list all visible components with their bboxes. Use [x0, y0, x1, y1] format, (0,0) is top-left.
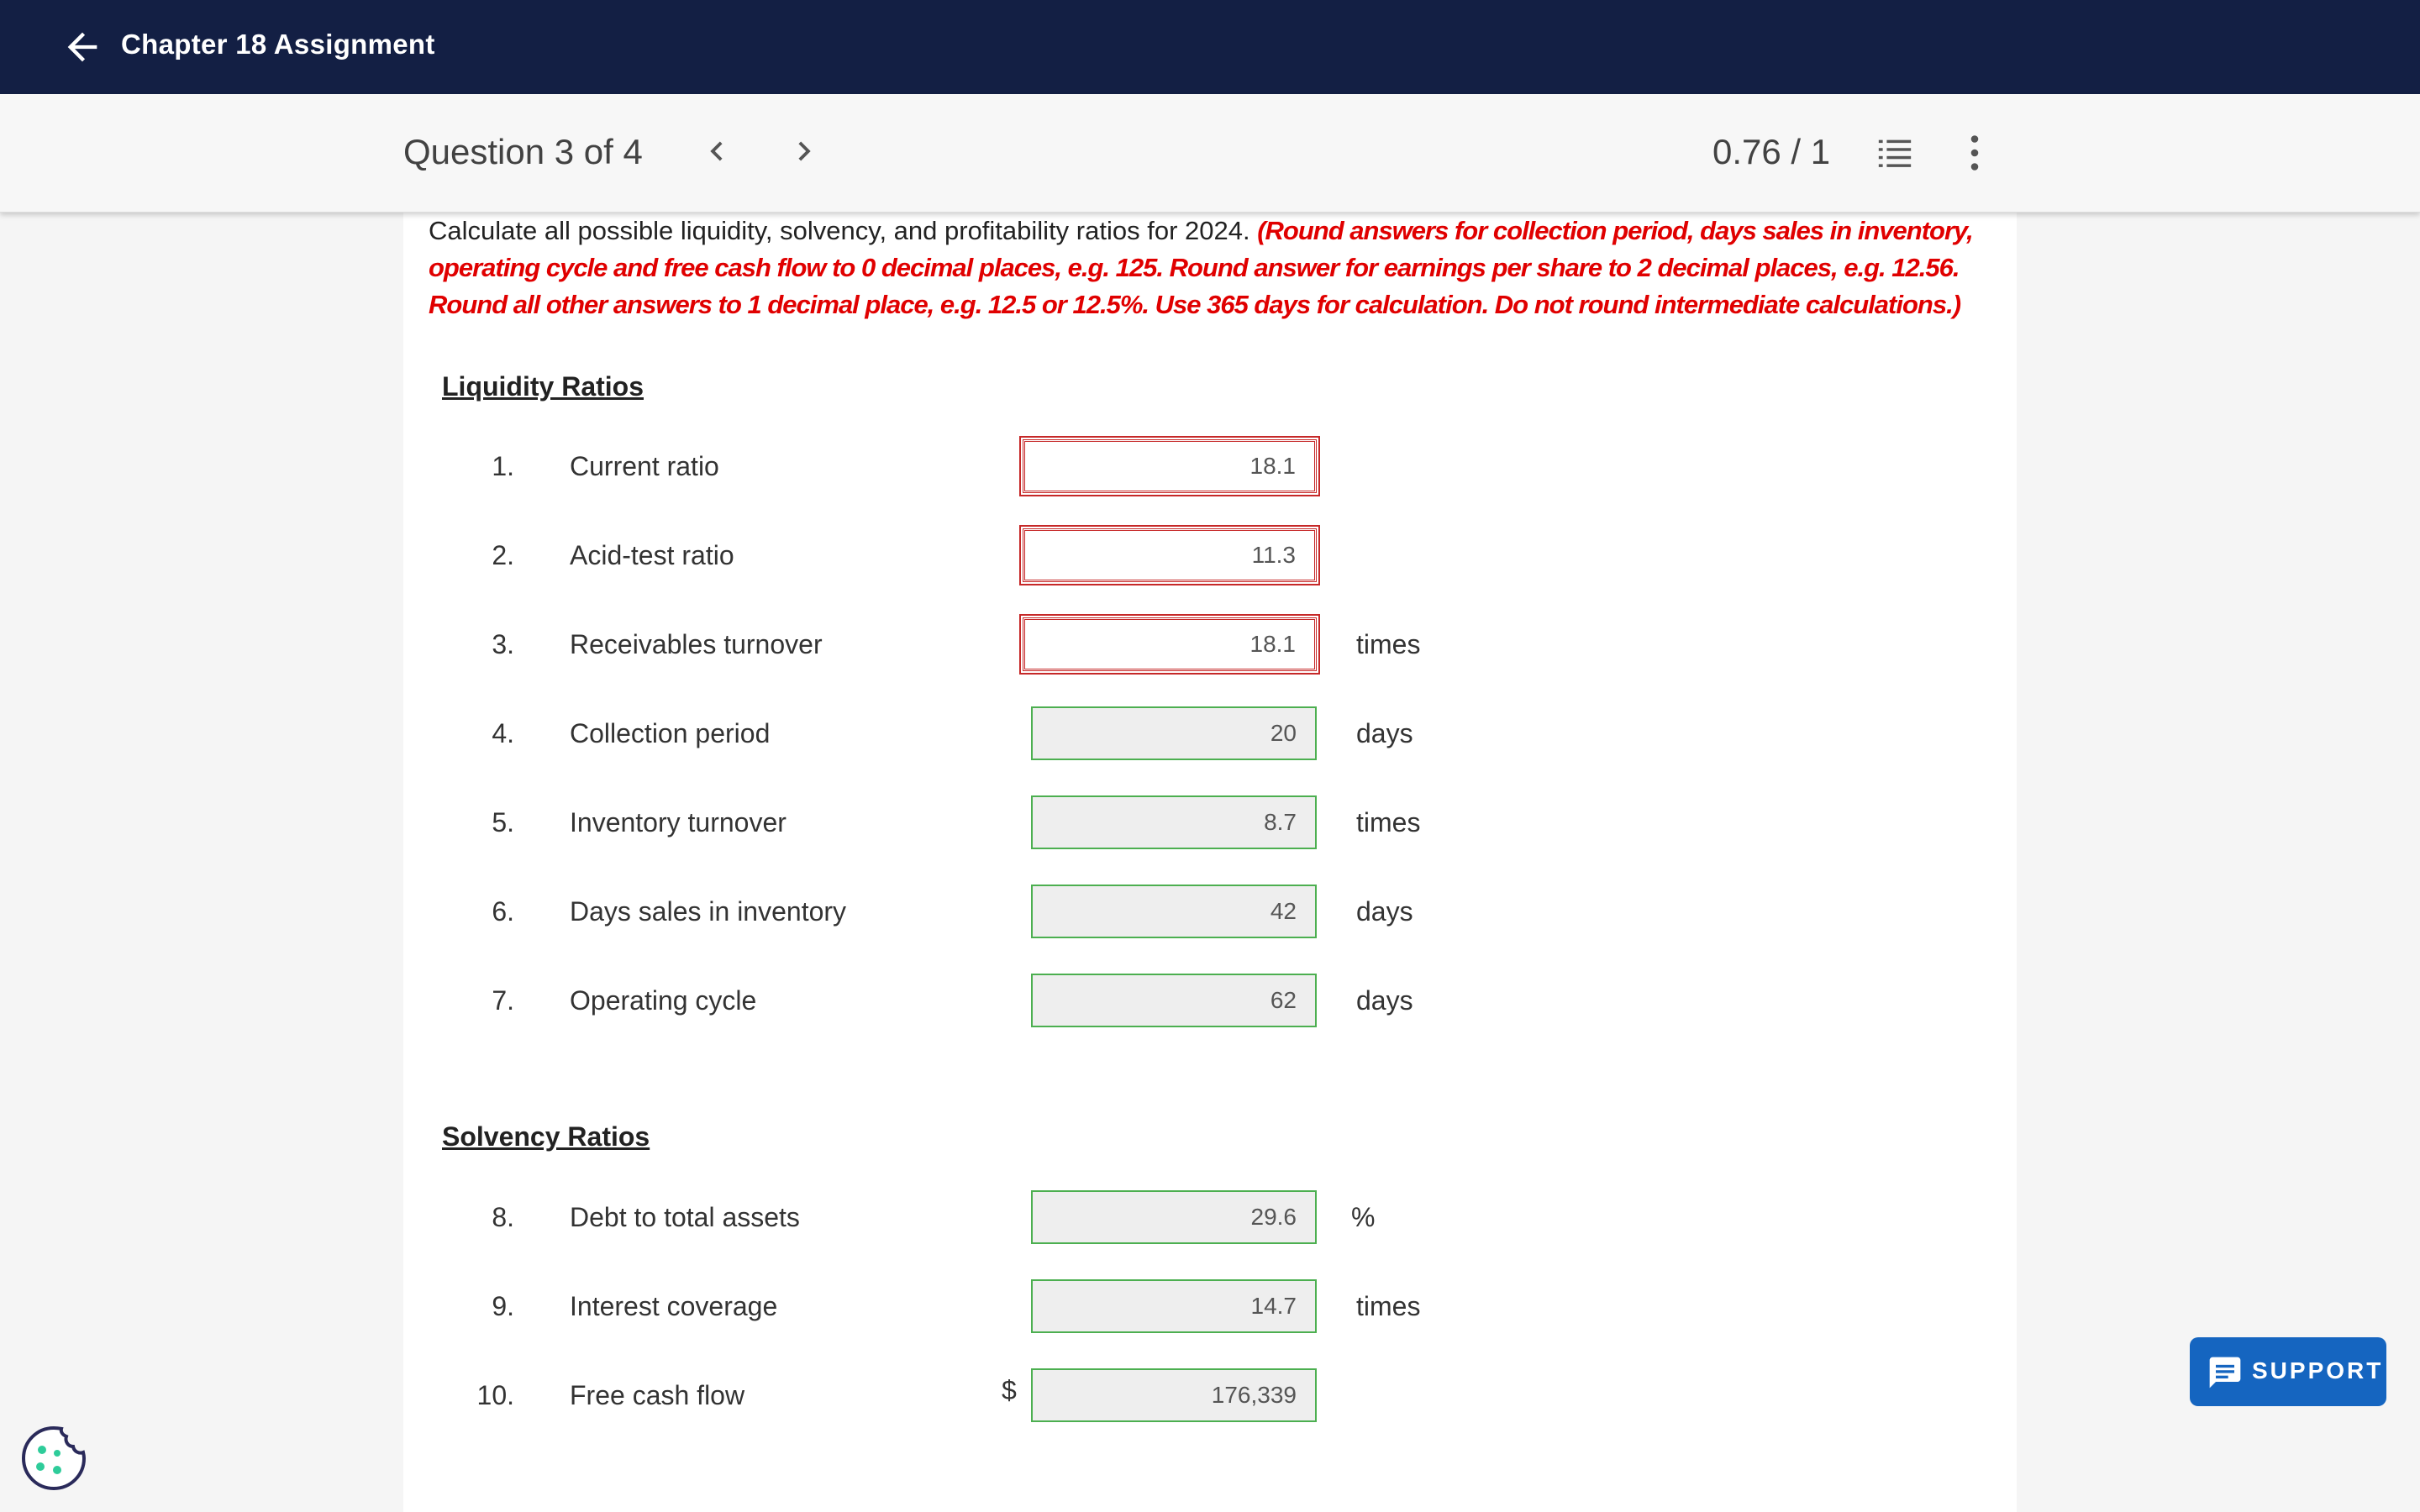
next-question-button[interactable] — [785, 131, 823, 171]
acid-test-ratio-input[interactable] — [1023, 528, 1317, 582]
cookie-icon — [18, 1423, 89, 1494]
unit-label: days — [1356, 718, 1413, 748]
row-label: Inventory turnover — [570, 807, 786, 837]
row-number: 7. — [492, 985, 514, 1016]
question-content — [403, 213, 2017, 1512]
unit-label: times — [1356, 807, 1421, 837]
row-number: 1. — [492, 451, 514, 481]
row-label: Free cash flow — [570, 1380, 745, 1410]
ratio-row-inventory-turnover — [403, 795, 2017, 849]
solvency-section-title: Solvency Ratios — [442, 1121, 650, 1152]
debt-to-total-assets-input[interactable] — [1031, 1190, 1317, 1244]
cookie-settings-button[interactable] — [18, 1423, 89, 1494]
row-label: Interest coverage — [570, 1291, 778, 1321]
row-number: 2. — [492, 540, 514, 570]
rounding-note: (Round answers for collection period, days sales in inventory, operating cycle and free cash flow to 0 decimal places, e.g. 125. Round answer for earnings per share to 2 decimal places, e.g. 12.56. Round all other answers to 1 decimal place, e.g. 12.5 or 12.5%. Use 365 days for calculation. Do not round intermediate calculations.) — [429, 216, 1973, 319]
current-ratio-input[interactable] — [1023, 439, 1317, 493]
ratio-row-collection-period — [403, 706, 2017, 760]
ratio-row-receivables-turnover — [403, 617, 2017, 671]
row-number: 10. — [476, 1380, 514, 1410]
row-label: Current ratio — [570, 451, 719, 481]
unit-label: days — [1356, 985, 1413, 1016]
question-label: Question 3 of 4 — [403, 132, 643, 171]
unit-label: times — [1356, 1291, 1421, 1321]
chevron-left-icon — [697, 131, 736, 171]
row-label: Receivables turnover — [570, 629, 823, 659]
row-number: 5. — [492, 807, 514, 837]
chevron-right-icon — [785, 131, 823, 171]
interest-coverage-input[interactable] — [1031, 1279, 1317, 1333]
unit-label: % — [1351, 1202, 1376, 1232]
row-number: 9. — [492, 1291, 514, 1321]
row-number: 8. — [492, 1202, 514, 1232]
unit-label: times — [1356, 629, 1421, 659]
ratio-row-acid-test-ratio — [403, 528, 2017, 582]
ratio-row-days-sales-in-inventory — [403, 885, 2017, 938]
row-label: Days sales in inventory — [570, 896, 847, 927]
row-label: Acid-test ratio — [570, 540, 734, 570]
ratio-row-current-ratio — [403, 439, 2017, 493]
row-number: 6. — [492, 896, 514, 927]
more-vertical-icon — [1958, 129, 1991, 176]
operating-cycle-input[interactable] — [1031, 974, 1317, 1027]
unit-label: days — [1356, 896, 1413, 927]
question-list-button[interactable] — [1876, 134, 1914, 172]
question-bar — [0, 94, 2420, 213]
ratio-row-debt-to-total-assets — [403, 1190, 2017, 1244]
row-label: Collection period — [570, 718, 771, 748]
instructions — [429, 213, 2008, 323]
row-number: 4. — [492, 718, 514, 748]
ratio-row-free-cash-flow — [403, 1368, 2017, 1422]
support-label: SUPPORT — [2252, 1357, 2384, 1383]
app-header — [0, 0, 2420, 94]
collection-period-input[interactable] — [1031, 706, 1317, 760]
numbered-list-icon — [1876, 134, 1914, 172]
row-number: 3. — [492, 629, 514, 659]
back-button[interactable] — [60, 25, 104, 69]
support-button[interactable] — [2190, 1337, 2386, 1406]
inventory-turnover-input[interactable] — [1031, 795, 1317, 849]
ratio-row-operating-cycle — [403, 974, 2017, 1027]
chat-icon — [2207, 1354, 2244, 1391]
days-sales-in-inventory-input[interactable] — [1031, 885, 1317, 938]
assignment-title: Chapter 18 Assignment — [121, 29, 435, 60]
row-label: Debt to total assets — [570, 1202, 800, 1232]
liquidity-section-title: Liquidity Ratios — [442, 371, 644, 402]
instructions-text: Calculate all possible liquidity, solvency, and profitability ratios for 2024. — [429, 216, 1250, 245]
row-label: Operating cycle — [570, 985, 757, 1016]
currency-prefix: $ — [1002, 1375, 1017, 1405]
previous-question-button[interactable] — [697, 131, 736, 171]
ratio-row-interest-coverage — [403, 1279, 2017, 1333]
receivables-turnover-input[interactable] — [1023, 617, 1317, 671]
free-cash-flow-input[interactable] — [1031, 1368, 1317, 1422]
more-options-button[interactable] — [1958, 129, 1991, 176]
arrow-left-icon — [60, 25, 104, 69]
question-score: 0.76 / 1 — [1712, 132, 1831, 171]
